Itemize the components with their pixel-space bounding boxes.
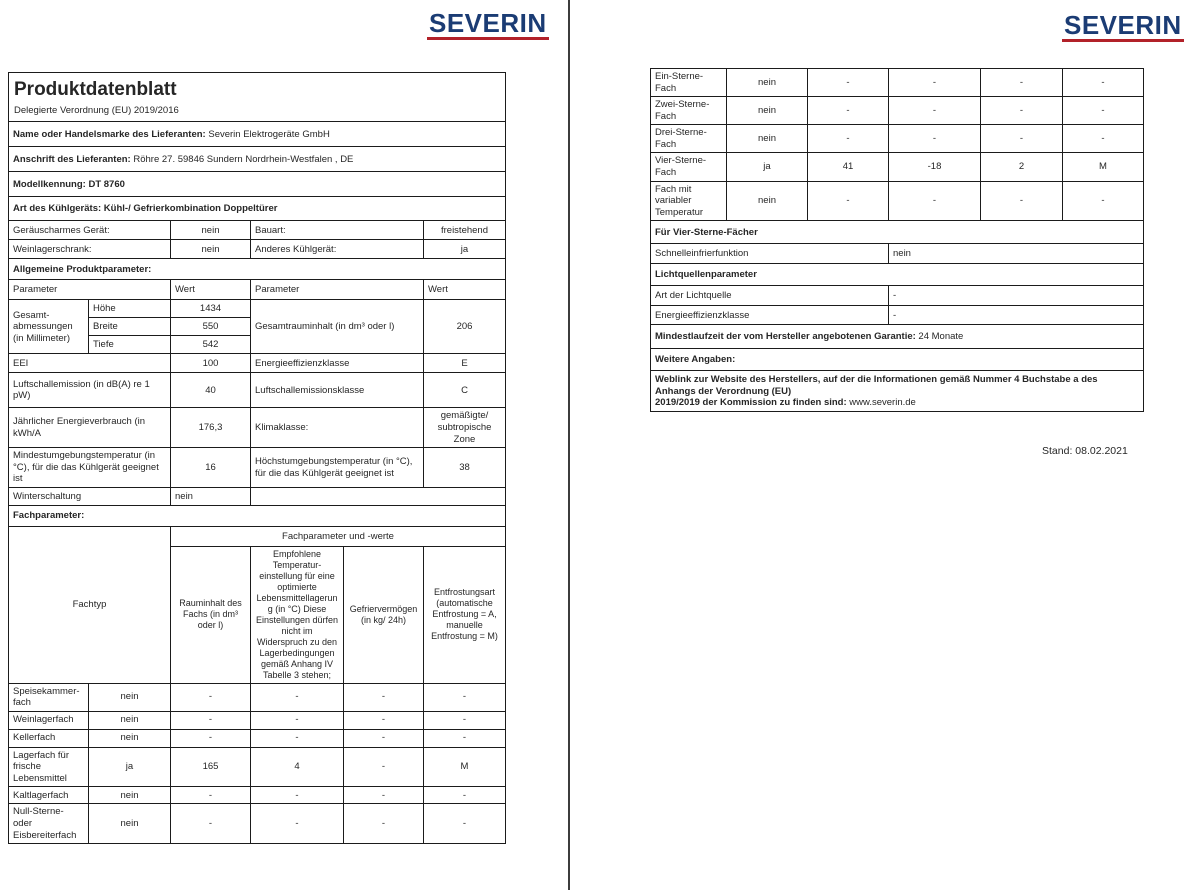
cell-value: - (251, 804, 344, 844)
height-value: 1434 (171, 300, 251, 318)
cell-value: 165 (171, 747, 251, 787)
eei-label: EEI (9, 354, 171, 373)
cell-value: - (424, 683, 506, 711)
wine-cabinet-value: nein (171, 240, 251, 259)
fresh-food-compartment-label: Lagerfach für frische Lebensmittel (9, 747, 89, 787)
param-header-2: Parameter (251, 280, 424, 300)
cell-value: - (889, 125, 981, 153)
table-row (651, 97, 1144, 125)
height-label: Höhe (89, 300, 171, 318)
cell-value: - (171, 804, 251, 844)
wine-compartment-present: nein (89, 711, 171, 729)
table-row (651, 325, 1144, 349)
cell-value: - (808, 69, 889, 97)
cell-value: - (171, 787, 251, 804)
warranty-label: Mindestlaufzeit der vom Hersteller angebotenen Garantie: (655, 331, 916, 343)
cell-value: - (424, 711, 506, 729)
table-row (9, 787, 506, 804)
noise-emission-value: 40 (171, 373, 251, 408)
cell-value: - (344, 683, 424, 711)
cell-value: - (981, 97, 1063, 125)
max-ambient-temp-value: 38 (424, 448, 506, 488)
table-row (9, 711, 506, 729)
three-star-compartment-label: Drei-Sterne-Fach (651, 125, 727, 153)
wert-header-1: Wert (171, 280, 251, 300)
winter-switch-label: Winterschaltung (9, 487, 171, 505)
depth-value: 542 (171, 336, 251, 354)
table-row (9, 408, 506, 448)
variable-temp-compartment-present: nein (727, 181, 808, 221)
cell-value: - (251, 729, 344, 747)
one-star-compartment-present: nein (727, 69, 808, 97)
cell-value: -18 (889, 153, 981, 181)
star-compartments-table (650, 68, 1144, 412)
quiet-appliance-label: Geräuscharmes Gerät: (9, 221, 171, 240)
table-row (9, 526, 506, 546)
table-row (9, 197, 506, 221)
width-value: 550 (171, 318, 251, 336)
weblink-text-line2: 2019/2019 der Kommission zu finden sind: (655, 397, 847, 409)
chill-compartment-label: Kaltlagerfach (9, 787, 89, 804)
two-star-compartment-label: Zwei-Sterne-Fach (651, 97, 727, 125)
appliance-type-value: Kühl-/ Gefrierkombination Doppeltürer (101, 203, 278, 215)
empty-cell (251, 487, 506, 505)
table-row (9, 300, 506, 318)
supplier-address-value: Röhre 27. 59846 Sundern Nordrhein-Westfalen , DE (130, 153, 354, 165)
title-cell (9, 73, 506, 122)
supplier-address-label: Anschrift des Lieferanten: (13, 153, 131, 165)
min-ambient-temp-value: 16 (171, 448, 251, 488)
cell-value: - (889, 69, 981, 97)
table-row (9, 259, 506, 280)
eei-value: 100 (171, 354, 251, 373)
cell-value: - (344, 711, 424, 729)
cell-value: - (808, 181, 889, 221)
warranty-value: 24 Monate (915, 331, 964, 343)
general-parameters-header: Allgemeine Produktparameter: (9, 259, 506, 280)
warranty-cell (651, 325, 1144, 349)
four-star-section-header: Für Vier-Sterne-Fächer (651, 221, 1144, 244)
cell-value: - (251, 711, 344, 729)
cell-value: - (424, 729, 506, 747)
pantry-compartment-label: Speisekammer-fach (9, 683, 89, 711)
cell-value: 2 (981, 153, 1063, 181)
light-source-type-value: - (889, 286, 1144, 306)
total-volume-value: 206 (424, 300, 506, 354)
freezing-capacity-column-header: Gefriervermögen (in kg/ 24h) (344, 546, 424, 683)
dimensions-label: Gesamt-abmessungen (in Millimeter) (9, 300, 89, 354)
cell-value: 41 (808, 153, 889, 181)
climate-class-label: Klimaklasse: (251, 408, 424, 448)
cell-value: - (1063, 69, 1144, 97)
cell-value: - (889, 181, 981, 221)
total-volume-label: Gesamtrauminhalt (in dm³ oder l) (251, 300, 424, 354)
table-row (651, 286, 1144, 306)
table-row (9, 73, 506, 122)
supplier-name-label: Name oder Handelsmarke des Lieferanten: (13, 128, 206, 140)
more-info-header: Weitere Angaben: (651, 349, 1144, 371)
cell-value: M (1063, 153, 1144, 181)
cell-value: - (344, 729, 424, 747)
table-row (9, 505, 506, 526)
cell-value: - (424, 804, 506, 844)
model-id-value: DT 8760 (85, 178, 125, 190)
cell-value: - (171, 683, 251, 711)
table-row (9, 729, 506, 747)
product-data-sheet-table (8, 72, 506, 844)
cell-value: M (424, 747, 506, 787)
table-row (651, 125, 1144, 153)
one-star-compartment-label: Ein-Sterne-Fach (651, 69, 727, 97)
severin-logo-right: SEVERIN (1064, 10, 1182, 40)
compartment-type-header: Fachtyp (9, 526, 171, 683)
light-energy-class-value: - (889, 306, 1144, 325)
annual-energy-label: Jährlicher Energieverbrauch (in kWh/A (9, 408, 171, 448)
cell-value: - (808, 97, 889, 125)
cell-value: - (808, 125, 889, 153)
table-row (9, 172, 506, 197)
weblink-text-line1: Weblink zur Website des Herstellers, auf der die Informationen gemäß Nummer 4 Buchstabe a des Anhangs der Verordnung (EU) (655, 373, 1098, 397)
cell-value: 4 (251, 747, 344, 787)
zero-star-compartment-present: nein (89, 804, 171, 844)
table-row (9, 747, 506, 787)
wine-compartment-label: Weinlagerfach (9, 711, 89, 729)
quick-freeze-value: nein (889, 244, 1144, 264)
table-row (9, 804, 506, 844)
table-row (9, 373, 506, 408)
cellar-compartment-label: Kellerfach (9, 729, 89, 747)
table-row (9, 280, 506, 300)
page-subtitle: Delegierte Verordnung (EU) 2019/2016 (14, 104, 179, 116)
cell-value: - (889, 97, 981, 125)
table-row (9, 221, 506, 240)
cell-value: - (981, 69, 1063, 97)
min-ambient-temp-label: Mindestumgebungstemperatur (in °C), für die das Kühlgerät geeignet ist (9, 448, 171, 488)
cell-value: - (251, 683, 344, 711)
noise-class-label: Luftschallemissionsklasse (251, 373, 424, 408)
supplier-address-cell (9, 147, 506, 172)
cell-value: - (981, 181, 1063, 221)
revision-date: Stand: 08.02.2021 (1042, 445, 1128, 457)
cell-value: - (171, 729, 251, 747)
table-row (651, 244, 1144, 264)
weblink-cell (651, 371, 1144, 412)
cell-value: - (344, 747, 424, 787)
design-type-label: Bauart: (251, 221, 424, 240)
table-row (651, 181, 1144, 221)
table-row (9, 240, 506, 259)
cell-value: - (251, 787, 344, 804)
two-star-compartment-present: nein (727, 97, 808, 125)
quiet-appliance-value: nein (171, 221, 251, 240)
cell-value: - (981, 125, 1063, 153)
pantry-compartment-present: nein (89, 683, 171, 711)
cell-value: - (344, 787, 424, 804)
three-star-compartment-present: nein (727, 125, 808, 153)
page-title: Produktdatenblatt (14, 79, 177, 100)
cell-value: - (344, 804, 424, 844)
depth-label: Tiefe (89, 336, 171, 354)
weblink-url: www.severin.de (846, 397, 916, 409)
four-star-compartment-label: Vier-Sterne-Fach (651, 153, 727, 181)
table-row (9, 683, 506, 711)
zero-star-compartment-label: Null-Sterne- oder Eisbereiterfach (9, 804, 89, 844)
page-divider (568, 0, 570, 890)
light-energy-class-label: Energieeffizienzklasse (651, 306, 889, 325)
quick-freeze-label: Schnelleinfrierfunktion (651, 244, 889, 264)
energy-class-label: Energieeffizienzklasse (251, 354, 424, 373)
design-type-value: freistehend (424, 221, 506, 240)
cell-value: - (424, 787, 506, 804)
cell-value: - (171, 711, 251, 729)
table-row (9, 448, 506, 488)
table-row (9, 487, 506, 505)
other-appliance-label: Anderes Kühlgerät: (251, 240, 424, 259)
defrost-type-column-header: Entfrostungsart (automatische Entfrostung = A, manuelle Entfrostung = M) (424, 546, 506, 683)
noise-class-value: C (424, 373, 506, 408)
supplier-name-value: Severin Elektrogeräte GmbH (205, 128, 330, 140)
four-star-compartment-present: ja (727, 153, 808, 181)
table-row (651, 371, 1144, 412)
table-row (651, 153, 1144, 181)
fresh-food-compartment-present: ja (89, 747, 171, 787)
wert-header-2: Wert (424, 280, 506, 300)
table-row (651, 221, 1144, 244)
compartment-parameters-header: Fachparameter: (9, 505, 506, 526)
energy-class-value: E (424, 354, 506, 373)
compartment-values-group-header: Fachparameter und -werte (171, 526, 506, 546)
model-id-cell (9, 172, 506, 197)
noise-emission-label: Luftschallemission (in dB(A) re 1 pW) (9, 373, 171, 408)
cell-value: - (1063, 125, 1144, 153)
max-ambient-temp-label: Höchstumgebungstemperatur (in °C), für die das Kühlgerät geeignet ist (251, 448, 424, 488)
volume-column-header: Rauminhalt des Fachs (in dm³ oder l) (171, 546, 251, 683)
table-row (9, 354, 506, 373)
model-id-label: Modellkennung: (13, 178, 86, 190)
table-row (9, 147, 506, 172)
supplier-name-cell (9, 122, 506, 147)
recommended-temp-column-header: Empfohlene Temperatur- einstellung für eine optimierte Lebensmittellagerung (in °C) Diese Einstellungen dürfen nicht im Widerspruch zu den Lagerbedingungen gemäß Anhang IV Tabelle 3 stehen; (251, 546, 344, 683)
table-row (651, 306, 1144, 325)
chill-compartment-present: nein (89, 787, 171, 804)
cellar-compartment-present: nein (89, 729, 171, 747)
annual-energy-value: 176,3 (171, 408, 251, 448)
light-source-type-label: Art der Lichtquelle (651, 286, 889, 306)
variable-temp-compartment-label: Fach mit variabler Temperatur (651, 181, 727, 221)
wine-cabinet-label: Weinlagerschrank: (9, 240, 171, 259)
table-row (651, 349, 1144, 371)
table-row (651, 69, 1144, 97)
severin-logo-left: SEVERIN (429, 8, 547, 38)
cell-value: - (1063, 97, 1144, 125)
light-source-section-header: Lichtquellenparameter (651, 264, 1144, 286)
width-label: Breite (89, 318, 171, 336)
cell-value: - (1063, 181, 1144, 221)
other-appliance-value: ja (424, 240, 506, 259)
appliance-type-label: Art des Kühlgeräts: (13, 203, 102, 215)
climate-class-value: gemäßigte/ subtropische Zone (424, 408, 506, 448)
param-header-1: Parameter (9, 280, 171, 300)
table-row (9, 122, 506, 147)
winter-switch-value: nein (171, 487, 251, 505)
appliance-type-cell (9, 197, 506, 221)
table-row (651, 264, 1144, 286)
